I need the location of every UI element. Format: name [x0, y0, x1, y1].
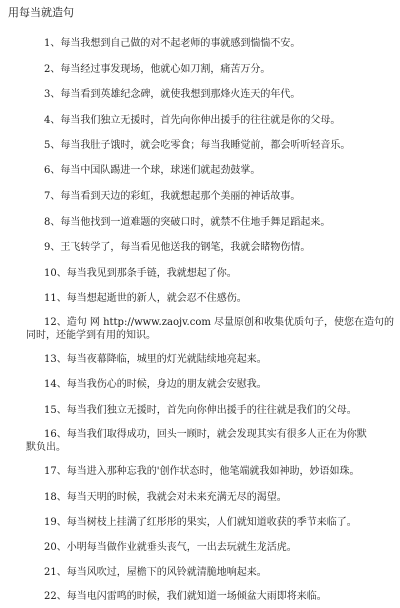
sentence-item [0, 404, 386, 417]
sentence-text: 4、每当我们独立无援时，首先向你伸出援手的往往就是你的父母。 [44, 115, 341, 126]
sentence-item [0, 114, 386, 127]
sentence-item [0, 292, 386, 305]
sentence-text: 13、每当夜幕降临，城里的灯光就陆续地亮起来。 [44, 354, 267, 365]
sentence-item [0, 465, 386, 478]
sentence-text: 1、每当我想到自己做的对不起老师的事就感到惴惴不安。 [44, 38, 301, 49]
sentence-text: 9、王飞转学了，每当看见他送我的钢笔，我就会睹物伤情。 [44, 242, 311, 253]
sentence-text: 20、小明每当做作业就垂头丧气，一出去玩就生龙活虎。 [44, 542, 297, 553]
sentence-text-continued: 同时，还能学到有用的知识。 [26, 330, 156, 341]
sentence-text: 3、每当看到英雄纪念碑，就使我想到那烽火连天的年代。 [44, 89, 301, 100]
sentence-item [0, 241, 386, 254]
sentence-item [0, 139, 386, 152]
sentence-text: 14、每当我伤心的时候，身边的朋友就会安慰我。 [44, 379, 267, 390]
sentence-item [0, 63, 386, 76]
sentence-text-continued: 默负出。 [26, 442, 66, 453]
document-title: 用每当就造句 [8, 6, 74, 19]
sentence-text: 16、每当我们取得成功，回头一顾时，就会发现其实有很多人正在为你默 [44, 429, 367, 440]
sentence-text: 21、每当风吹过，屋檐下的风铃就清脆地响起来。 [44, 567, 267, 578]
sentence-item [0, 541, 386, 554]
sentence-text: 10、每当我见到那条手链，我就想起了你。 [44, 268, 237, 279]
sentence-text: 12、造句 网 http://www.zaojv.com 尽量原创和收集优质句子，使您在造句的 [44, 317, 395, 328]
sentence-text: 15、每当我们独立无援时，首先向你伸出援手的往往就是我们的父母。 [44, 405, 357, 416]
sentence-text: 22、每当电闪雷鸣的时候，我们就知道一场倾盆大雨即将来临。 [44, 591, 327, 602]
sentence-item [0, 353, 386, 366]
sentence-item [0, 566, 386, 579]
sentence-text: 8、每当他找到一道难题的突破口时，就禁不住地手舞足蹈起来。 [44, 217, 331, 228]
sentence-item [0, 267, 386, 280]
sentence-text: 2、每当经过事发现场，他就心如刀割，痛苦万分。 [44, 64, 271, 75]
sentence-text: 7、每当看到天边的彩虹，我就想起那个美丽的神话故事。 [44, 191, 301, 202]
sentence-item [0, 164, 386, 177]
sentence-text: 17、每当进入那种忘我的'创作状态时，他笔端就我如神助，妙语如珠。 [44, 466, 360, 477]
sentence-item [0, 378, 386, 391]
sentence-item [0, 428, 386, 454]
sentence-item [0, 491, 386, 504]
sentence-item [0, 216, 386, 229]
sentence-text: 19、每当树枝上挂满了红彤彤的果实，人们就知道收获的季节来临了。 [44, 517, 357, 528]
sentence-text: 5、每当我肚子饿时，就会吃零食；每当我睡觉前，都会听听轻音乐。 [44, 140, 351, 151]
sentence-text: 18、每当天明的时候，我就会对未来充满无尽的渴望。 [44, 492, 287, 503]
sentence-text: 6、每当中国队踢进一个球，球迷们就起劲鼓掌。 [44, 165, 261, 176]
sentence-item [0, 37, 386, 50]
sentence-item [0, 88, 386, 101]
sentence-item [0, 590, 386, 603]
sentence-item [0, 190, 386, 203]
sentence-text: 11、每当想起逝世的新人，就会忍不住感伤。 [44, 293, 247, 304]
sentence-item [0, 316, 395, 342]
sentence-item [0, 516, 386, 529]
